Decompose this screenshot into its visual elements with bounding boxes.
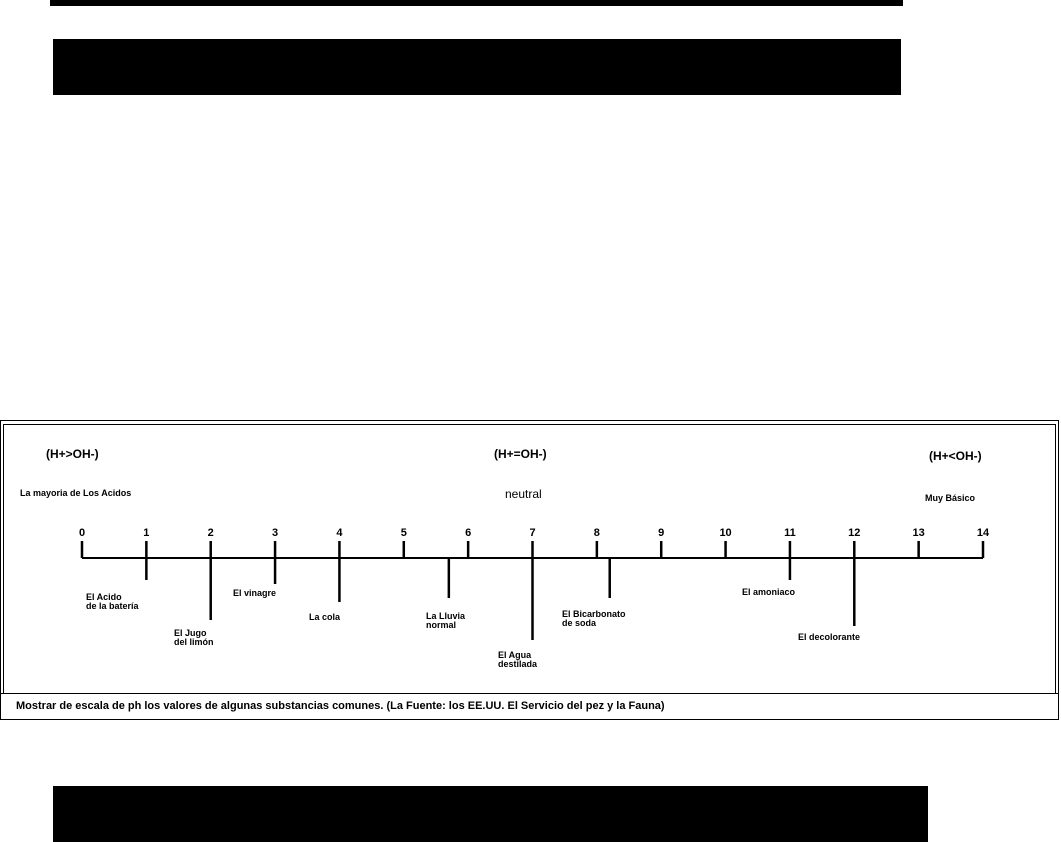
substance-markers [86,558,860,669]
ph-tick-label: 9 [658,527,665,539]
ph-axis [79,527,990,558]
substance-label: normal [426,620,457,630]
substance-label: El Agua [498,650,532,660]
neutral-label: neutral [505,487,542,501]
ph-tick-label: 0 [78,527,86,539]
ph-tick-label: 10 [719,527,732,539]
ph-tick-label: 8 [593,527,600,539]
substance-label: El decolorante [798,632,861,642]
ph-tick-label: 13 [912,527,925,539]
substance-label: El Jugo [174,628,207,638]
ph-tick-label: 12 [848,527,861,539]
diagram-caption: Mostrar de escala de ph los valores de algunas substancias comunes. (La Fuente: los EE.UU. El Servicio del pez y la Fauna) [16,700,665,712]
substance-label: El amoniaco [742,587,796,597]
substance-label: de la batería [86,601,139,611]
substance-label: El Acido [86,592,122,602]
substance-label: La Lluvia [426,611,466,621]
neutral-formula: (H+=OH-) [494,447,547,461]
ph-tick-label: 4 [336,527,343,539]
substance-label: destilada [498,659,538,669]
ph-tick-label: 3 [272,527,279,539]
substance-label: El vinagre [233,588,277,598]
ph-tick-label: 1 [143,527,150,539]
substance-label: del limón [174,637,214,647]
ph-tick-label: 5 [400,527,407,539]
ph-tick-label: 14 [976,527,990,539]
ph-tick-label: 6 [465,527,472,539]
base-formula: (H+<OH-) [929,449,982,463]
ph-tick-label: 11 [784,527,796,539]
acid-label: La mayoria de Los Acidos [20,488,132,498]
base-label: Muy Básico [925,493,976,503]
acid-formula: (H+>OH-) [46,447,99,461]
ph-tick-label: 7 [529,527,536,539]
substance-label: El Bicarbonato [562,609,626,619]
substance-label: de soda [562,618,597,628]
ph-tick-label: 2 [207,527,214,539]
substance-label: La cola [309,612,341,622]
